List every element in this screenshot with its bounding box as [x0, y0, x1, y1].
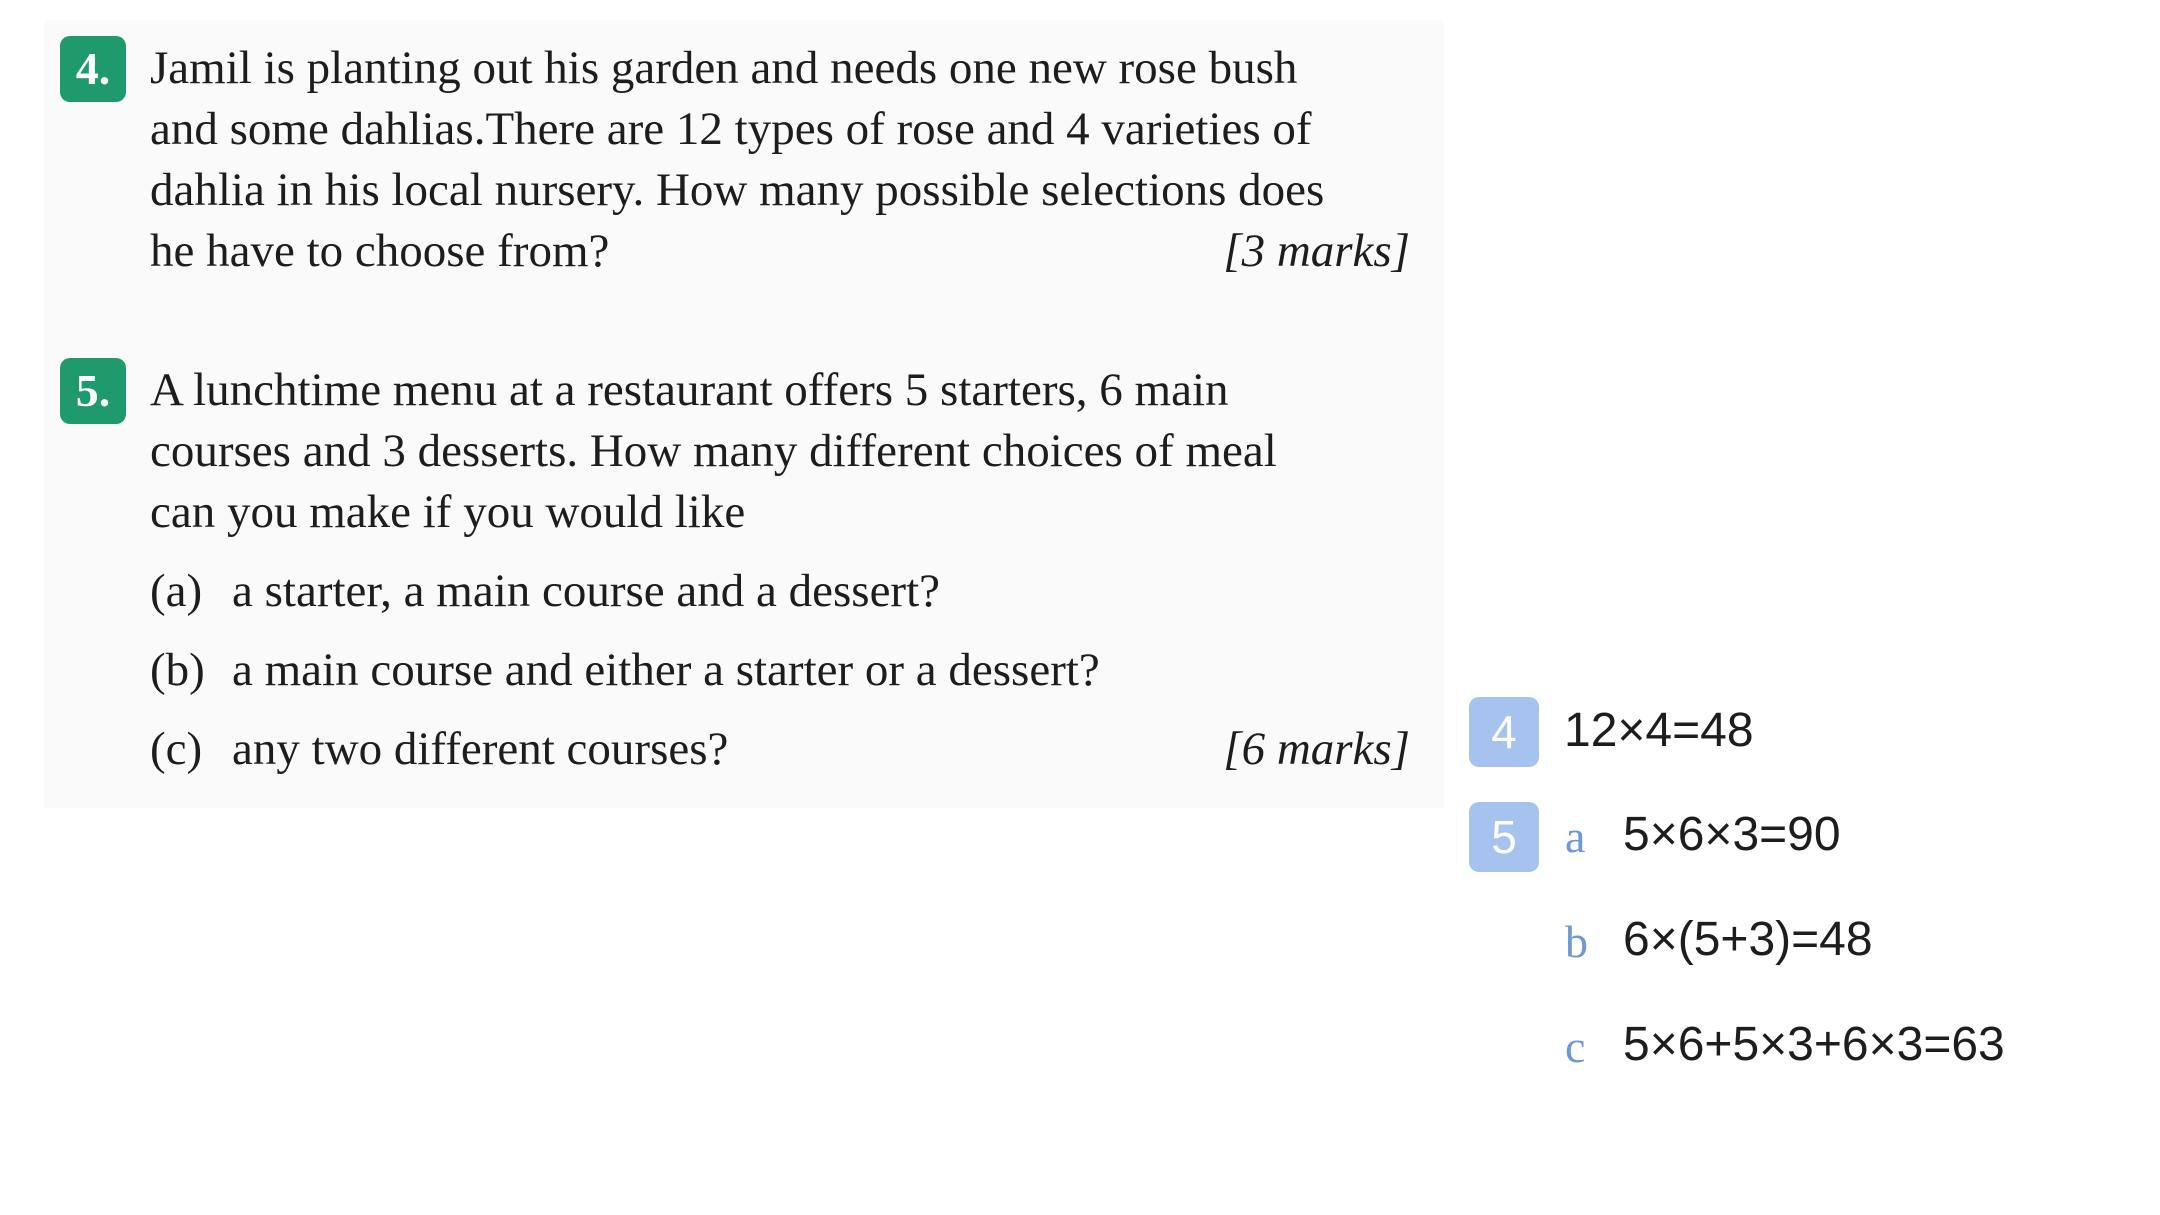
answer-4-text: 12×4=48 — [1564, 704, 1754, 757]
answer-5-part-c-text: 5×6+5×3+6×3=63 — [1623, 1018, 2005, 1071]
question-5-badge: 5. — [60, 358, 126, 424]
answer-4-badge: 4 — [1469, 697, 1539, 767]
answer-5-part-b-label: b — [1565, 916, 1588, 967]
answer-5-part-c-label: c — [1565, 1021, 1586, 1072]
answer-5-part-a-label: a — [1565, 811, 1586, 862]
question-4-line-3: dahlia in his local nursery. How many possible selections does — [150, 164, 1325, 216]
question-5-part-a-label: (a) — [150, 565, 203, 617]
answer-5-badge: 5 — [1469, 802, 1539, 872]
question-5-part-b-text: a main course and either a starter or a dessert? — [232, 644, 1100, 696]
question-5-line-1: A lunchtime menu at a restaurant offers 5 starters, 6 main — [150, 364, 1229, 416]
question-5-marks: [6 marks] — [1223, 723, 1410, 775]
question-4-marks: [3 marks] — [1223, 225, 1410, 277]
question-5-part-c-label: (c) — [150, 723, 203, 775]
question-4-line-2: and some dahlias.There are 12 types of rose and 4 varieties of — [150, 103, 1312, 155]
question-5-line-3: can you make if you would like — [150, 486, 746, 538]
answer-5-part-b-text: 6×(5+3)=48 — [1623, 913, 1873, 966]
question-5-part-c-text: any two different courses? — [232, 723, 729, 775]
question-4-badge: 4. — [60, 36, 126, 102]
question-5-part-a-text: a starter, a main course and a dessert? — [232, 565, 941, 617]
question-4-line-4: he have to choose from? — [150, 225, 610, 277]
question-5-part-b-label: (b) — [150, 644, 205, 696]
answer-5-part-a-text: 5×6×3=90 — [1623, 808, 1841, 861]
question-4-line-1: Jamil is planting out his garden and needs one new rose bush — [150, 42, 1298, 94]
question-5-line-2: courses and 3 desserts. How many different choices of meal — [150, 425, 1277, 477]
